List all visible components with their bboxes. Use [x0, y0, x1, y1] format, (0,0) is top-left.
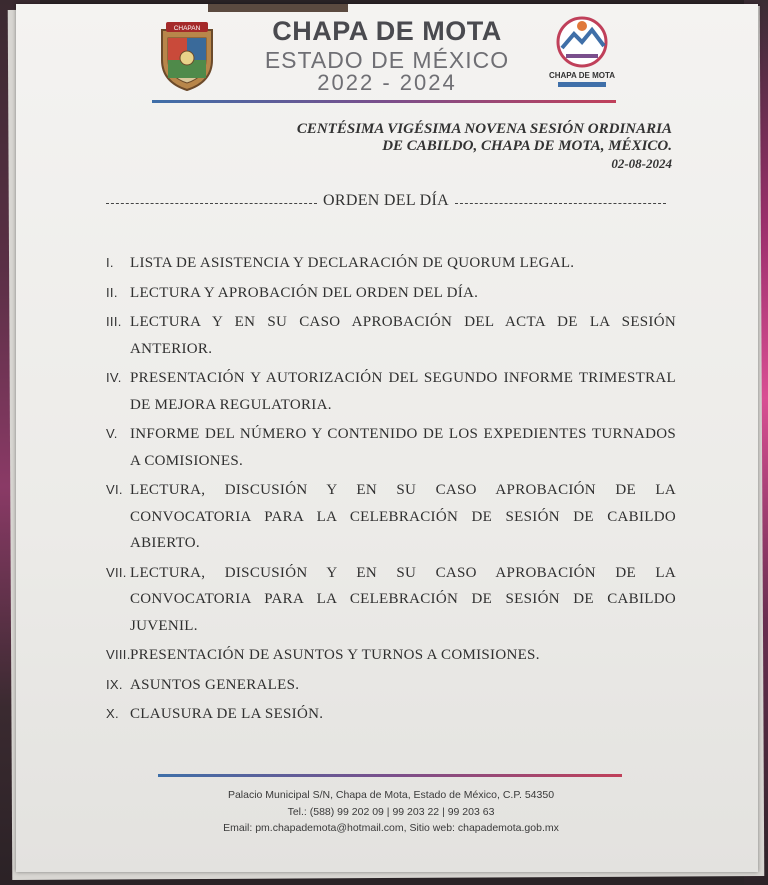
agenda-list	[106, 250, 676, 731]
agenda-text: LECTURA, DISCUSIÓN Y EN SU CASO APROBACIÓN DE LA CONVOCATORIA PARA LA CELEBRACIÓN DE SESIÓN DE CABILDO ABIERTO.	[130, 482, 676, 551]
logo-caption: CHAPA DE MOTA	[548, 71, 616, 80]
administration-years: 2022 - 2024	[317, 70, 457, 95]
agenda-number: III.	[106, 314, 122, 329]
agenda-item	[106, 477, 676, 557]
municipal-seal-icon	[154, 20, 220, 92]
agenda-heading	[106, 192, 666, 210]
agenda-text: PRESENTACIÓN Y AUTORIZACIÓN DEL SEGUNDO INFORME TRIMESTRAL DE MEJORA REGULATORIA.	[130, 370, 676, 413]
agenda-item	[106, 701, 676, 728]
agenda-item	[106, 250, 676, 277]
agenda-title: ORDEN DEL DÍA	[323, 192, 449, 209]
agenda-text: LISTA DE ASISTENCIA Y DECLARACIÓN DE QUORUM LEGAL.	[130, 255, 575, 271]
agenda-text: INFORME DEL NÚMERO Y CONTENIDO DE LOS EXPEDIENTES TURNADOS A COMISIONES.	[130, 426, 676, 469]
agenda-number: VIII.	[106, 647, 131, 662]
session-title-line2: DE CABILDO, CHAPA DE MOTA, MÉXICO.	[382, 138, 672, 154]
footer-divider	[158, 774, 622, 777]
session-date: 02-08-2024	[611, 156, 672, 171]
agenda-item	[106, 421, 676, 474]
paper-clip	[208, 4, 348, 12]
agenda-item	[106, 642, 676, 669]
agenda-number: IV.	[106, 370, 122, 385]
footer-contact: Email: pm.chapademota@hotmail.com, Sitio web: chapademota.gob.mx	[223, 822, 559, 834]
agenda-number: X.	[106, 706, 119, 721]
agenda-text: CLAUSURA DE LA SESIÓN.	[130, 706, 324, 722]
footer-phones: Tel.: (588) 99 202 09 | 99 203 22 | 99 203 63	[287, 806, 495, 818]
agenda-text: PRESENTACIÓN DE ASUNTOS Y TURNOS A COMISIONES.	[130, 647, 540, 663]
agenda-number: V.	[106, 426, 118, 441]
agenda-number: II.	[106, 284, 118, 300]
agenda-text: LECTURA Y APROBACIÓN DEL ORDEN DEL DÍA.	[130, 284, 479, 301]
seal-banner: CHAPAN	[173, 25, 201, 32]
agenda-item	[106, 365, 676, 418]
agenda-item	[106, 560, 676, 640]
header-divider	[152, 100, 616, 103]
document-page	[16, 4, 758, 872]
page-title: CHAPA DE MOTA	[272, 16, 502, 46]
government-logo-icon	[546, 12, 618, 92]
session-title-line1: CENTÉSIMA VIGÉSIMA NOVENA SESIÓN ORDINARIA	[296, 121, 672, 137]
agenda-number: IX.	[106, 676, 123, 692]
page-subtitle: ESTADO DE MÉXICO	[264, 47, 510, 73]
agenda-item	[106, 280, 676, 307]
dashed-line-right	[455, 203, 666, 204]
footer-address: Palacio Municipal S/N, Chapa de Mota, Estado de México, C.P. 54350	[227, 789, 555, 801]
agenda-text: LECTURA, DISCUSIÓN Y EN SU CASO APROBACIÓN DE LA CONVOCATORIA PARA LA CELEBRACIÓN DE SESIÓN DE CABILDO JUVENIL.	[130, 564, 676, 634]
agenda-item	[106, 672, 676, 699]
dashed-line-left	[106, 203, 317, 204]
agenda-text: LECTURA Y EN SU CASO APROBACIÓN DEL ACTA DE LA SESIÓN ANTERIOR.	[130, 314, 676, 357]
agenda-number: VI.	[106, 482, 123, 497]
agenda-number: VII.	[106, 564, 127, 580]
agenda-text: ASUNTOS GENERALES.	[130, 676, 300, 693]
agenda-number: I.	[106, 255, 114, 270]
agenda-item	[106, 309, 676, 362]
